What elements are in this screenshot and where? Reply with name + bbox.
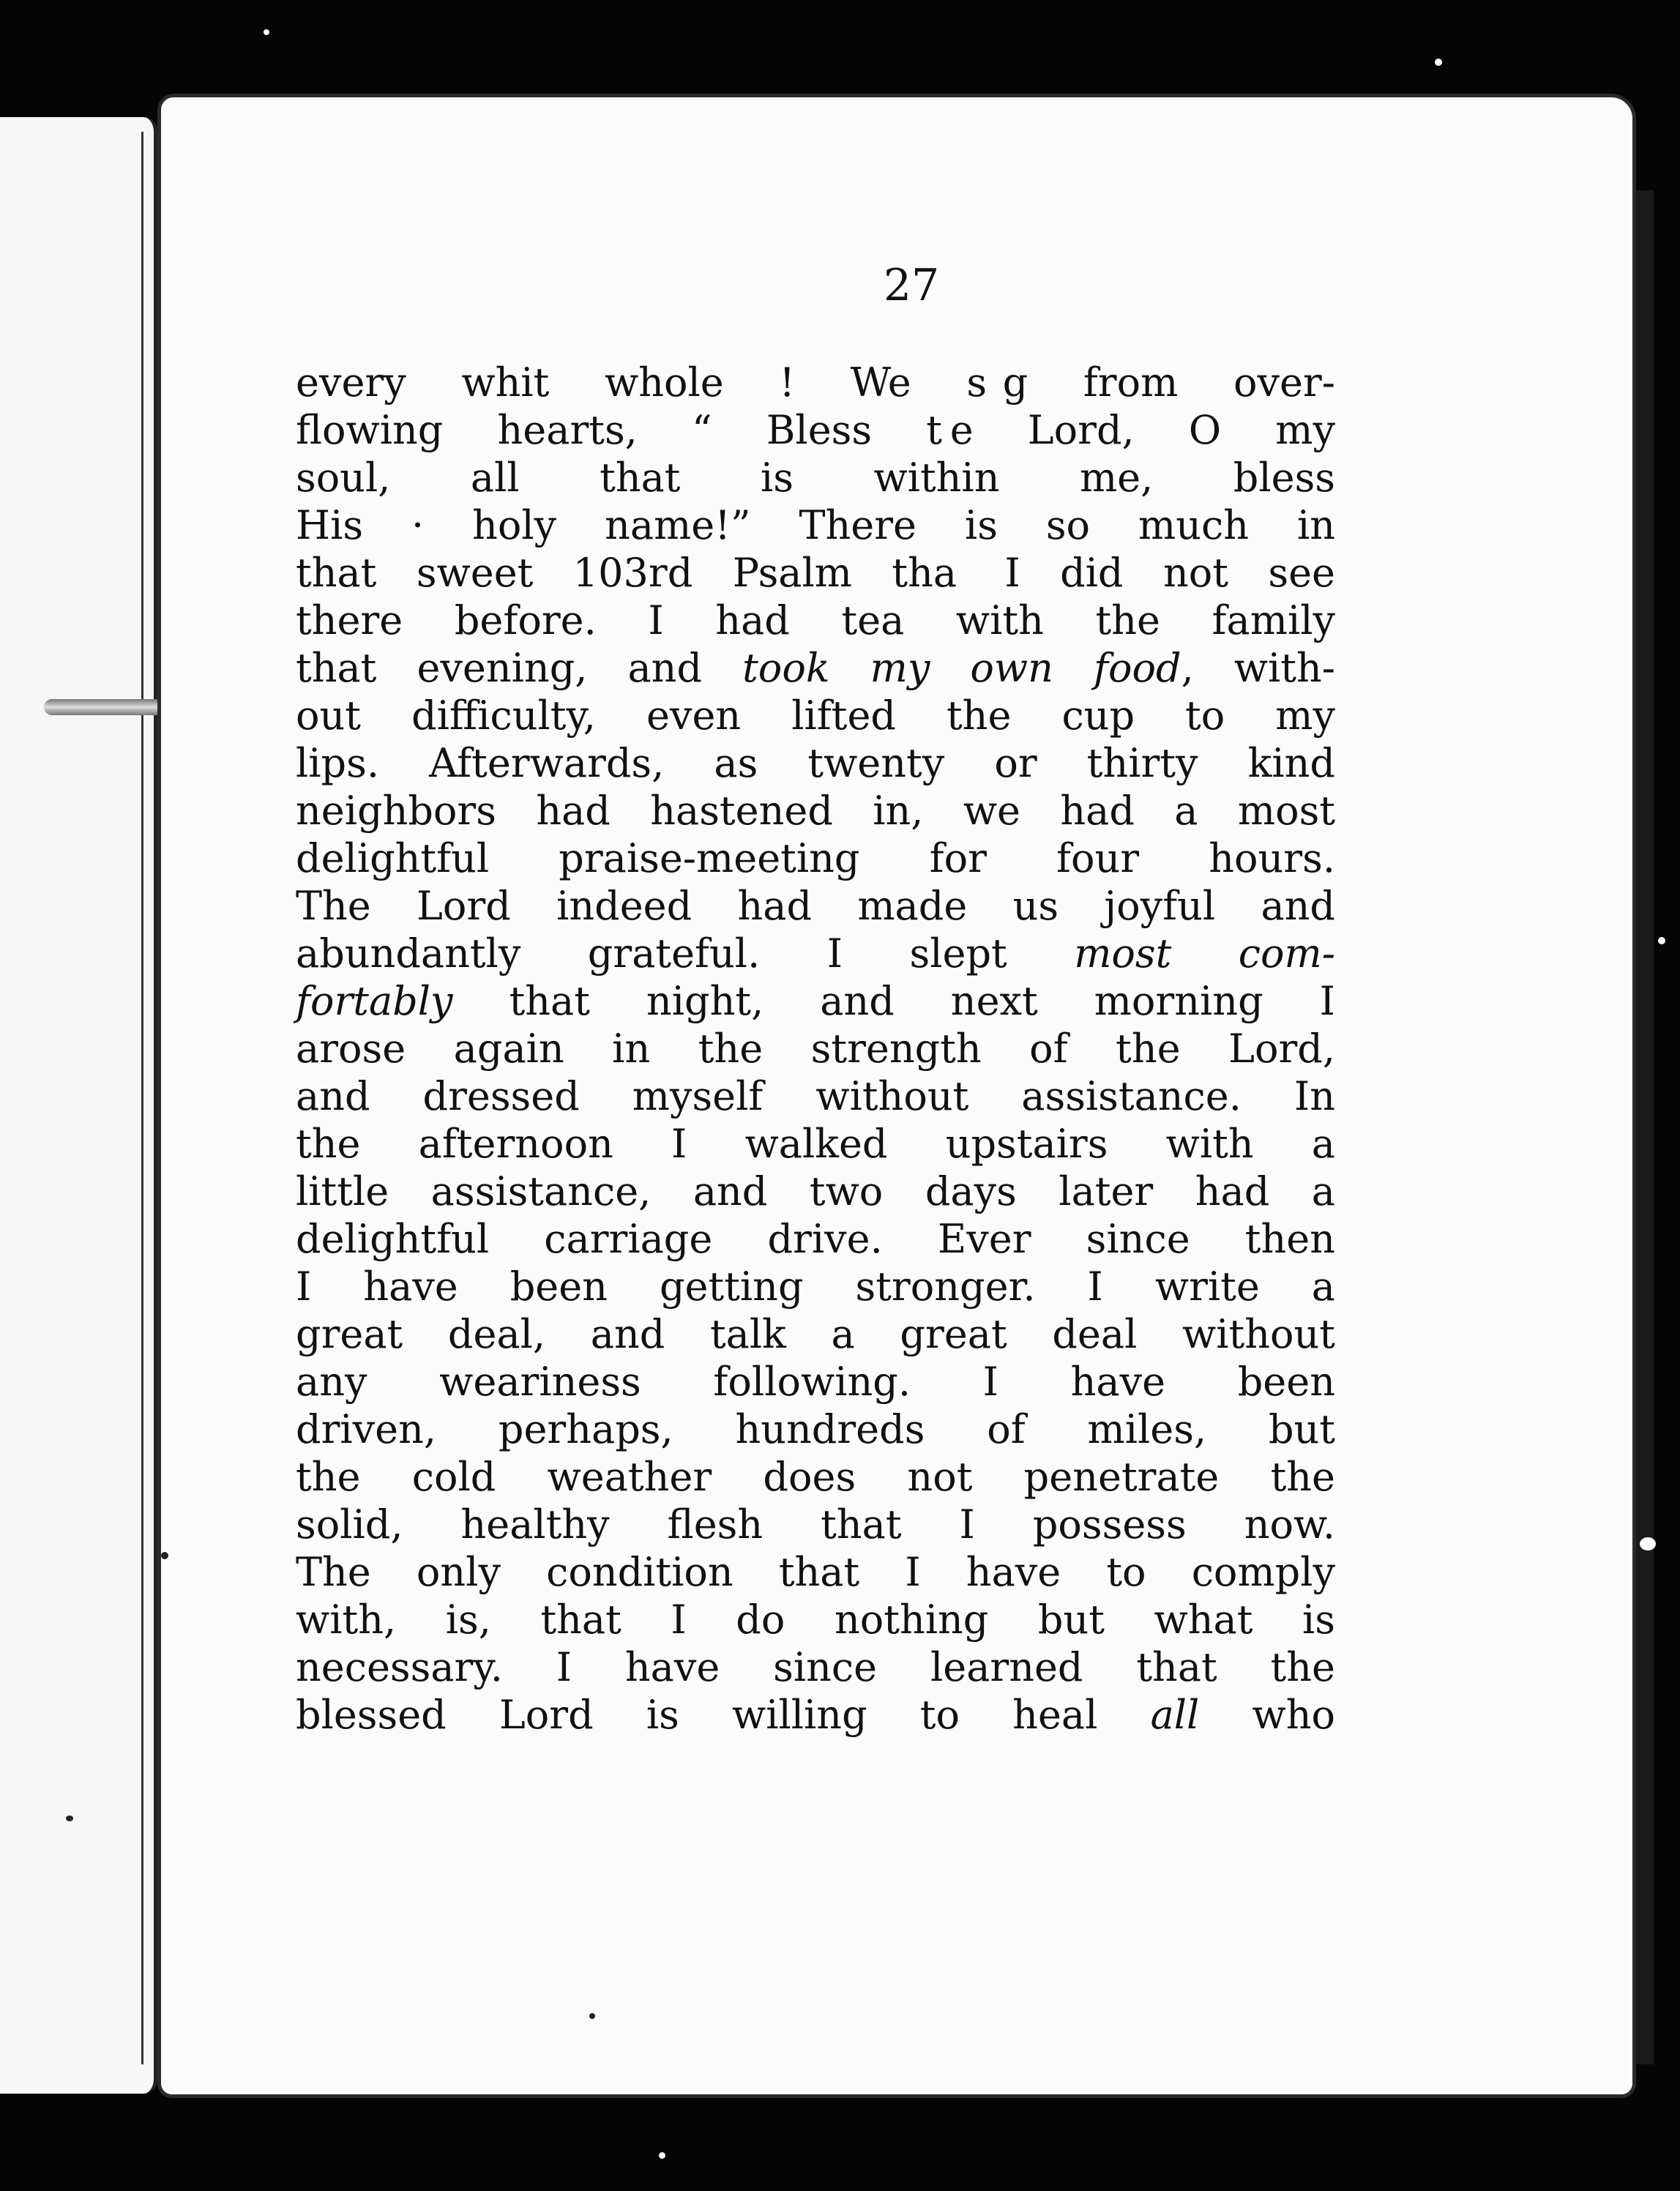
text-run: out difficulty, even lifted the cup to my — [296, 693, 1335, 739]
text-line — [296, 597, 1335, 644]
text-line — [296, 1453, 1335, 1501]
text-line — [296, 454, 1335, 501]
italic-text: most com- — [1074, 930, 1336, 977]
italic-text: took my own food — [742, 645, 1181, 691]
text-line — [296, 1263, 1335, 1310]
text-run: I have been getting stronger. I write a — [296, 1264, 1335, 1310]
text-run: the cold weather does not penetrate the — [296, 1454, 1335, 1500]
text-line — [296, 644, 1335, 692]
dust-speck — [1658, 937, 1665, 944]
text-run: The only condition that I have to comply — [296, 1549, 1335, 1595]
text-line — [296, 882, 1335, 930]
text-run: , with- — [1181, 645, 1336, 691]
text-run: soul, all that is within me, bless — [296, 455, 1335, 501]
text-run: that night, and next morning I — [452, 978, 1335, 1024]
text-run: solid, healthy flesh that I possess now. — [296, 1501, 1335, 1548]
text-line — [296, 692, 1335, 739]
text-line — [296, 1691, 1335, 1739]
text-line — [296, 739, 1335, 787]
left-facing-page — [0, 117, 158, 2094]
gutter-line — [141, 132, 143, 2064]
dust-speck — [66, 1815, 73, 1821]
page-text — [296, 359, 1335, 1739]
text-line — [296, 1501, 1335, 1548]
text-line — [296, 835, 1335, 882]
text-line — [296, 1548, 1335, 1596]
text-run: The Lord indeed had made us joyful and — [296, 883, 1335, 929]
dust-speck — [589, 2013, 595, 2019]
italic-text: all — [1150, 1692, 1200, 1738]
text-run: the afternoon I walked upstairs with a — [296, 1121, 1335, 1167]
text-run: abundantly grateful. I slept — [296, 930, 1075, 977]
italic-text: fortably — [296, 978, 453, 1024]
text-line — [296, 1025, 1335, 1072]
text-run: who — [1199, 1692, 1335, 1738]
text-line — [296, 1358, 1335, 1406]
text-run: little assistance, and two days later had a — [296, 1168, 1335, 1214]
text-line — [296, 1406, 1335, 1453]
text-run: with, is, that I do nothing but what is — [296, 1597, 1335, 1643]
text-run: driven, perhaps, hundreds of miles, but — [296, 1406, 1335, 1452]
text-run: blessed Lord is willing to heal — [296, 1692, 1151, 1738]
text-run: neighbors had hastened in, we had a most — [296, 788, 1335, 834]
text-line — [296, 1643, 1335, 1691]
text-line — [296, 1596, 1335, 1643]
dust-speck — [264, 29, 269, 35]
text-run: that evening, and — [296, 645, 743, 691]
text-run: delightful praise-meeting for four hours. — [296, 835, 1335, 881]
text-line — [296, 406, 1335, 454]
text-line — [296, 1120, 1335, 1168]
text-line — [296, 501, 1335, 549]
text-line — [296, 1215, 1335, 1263]
text-run: delightful carriage drive. Ever since then — [296, 1216, 1335, 1262]
text-run: great deal, and talk a great deal without — [296, 1311, 1335, 1357]
dust-speck — [1640, 1537, 1656, 1550]
text-run: and dressed myself without assistance. In — [296, 1073, 1335, 1119]
text-line — [296, 549, 1335, 597]
text-run: lips. Afterwards, as twenty or thirty kind — [296, 740, 1335, 786]
text-run: there before. I had tea with the family — [296, 597, 1335, 643]
text-run: flowing hearts, “ Bless t e Lord, O my — [296, 407, 1335, 453]
dust-speck — [659, 2152, 665, 2159]
text-line — [296, 977, 1335, 1025]
text-run: any weariness following. I have been — [296, 1359, 1335, 1405]
text-line — [296, 1072, 1335, 1120]
dust-speck — [161, 1552, 168, 1559]
text-line — [296, 930, 1335, 977]
page-number: 27 — [883, 260, 940, 311]
text-run: that sweet 103rd Psalm tha I did not see — [296, 550, 1335, 596]
text-line — [296, 1168, 1335, 1215]
text-run: His · holy name!” There is so much in — [296, 502, 1335, 548]
text-run: necessary. I have since learned that the — [296, 1644, 1335, 1690]
text-line — [296, 359, 1335, 406]
dust-speck — [1435, 59, 1442, 66]
text-line — [296, 787, 1335, 835]
text-run: every whit whole ! We s g from over- — [296, 359, 1335, 406]
text-line — [296, 1310, 1335, 1358]
text-run: arose again in the strength of the Lord, — [296, 1026, 1335, 1072]
